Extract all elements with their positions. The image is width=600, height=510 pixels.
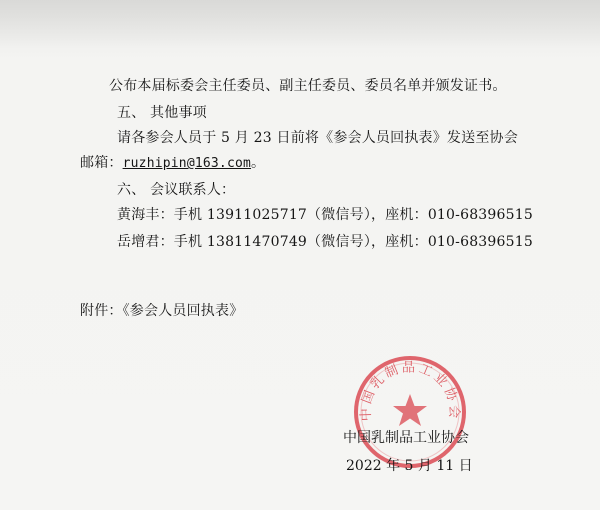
seal-text: 中国乳制品工业协会 xyxy=(358,360,462,422)
seal-star-icon xyxy=(393,394,427,426)
top-shadow xyxy=(0,0,600,48)
signature-date: 2022 年 5 月 11 日 xyxy=(346,458,473,474)
official-seal xyxy=(350,352,470,472)
section-heading-contacts: 六、 会议联系人： xyxy=(117,182,236,198)
signature-org: 中国乳制品工业协会 xyxy=(343,430,469,446)
email-link[interactable]: ruzhipin@163.com xyxy=(122,156,252,171)
email-line xyxy=(80,154,265,173)
text-line-awards: 公布本届标委会主任委员、副主任委员、委员名单并颁发证书。 xyxy=(109,78,507,94)
section-heading-other-matters: 五、 其他事项 xyxy=(117,105,207,121)
contact-line-huang: 黄海丰：手机 13911025717（微信号），座机：010-68396515 xyxy=(117,207,533,223)
email-label: 邮箱： xyxy=(80,155,123,171)
attachment-line: 附件：《参会人员回执表》 xyxy=(80,303,244,319)
email-suffix: 。 xyxy=(251,155,266,171)
contact-line-yue: 岳增君：手机 13811470749（微信号），座机：010-68396515 xyxy=(117,234,533,250)
text-line-submit-form: 请各参会人员于 5 月 23 日前将《参会人员回执表》发送至协会 xyxy=(117,130,518,146)
